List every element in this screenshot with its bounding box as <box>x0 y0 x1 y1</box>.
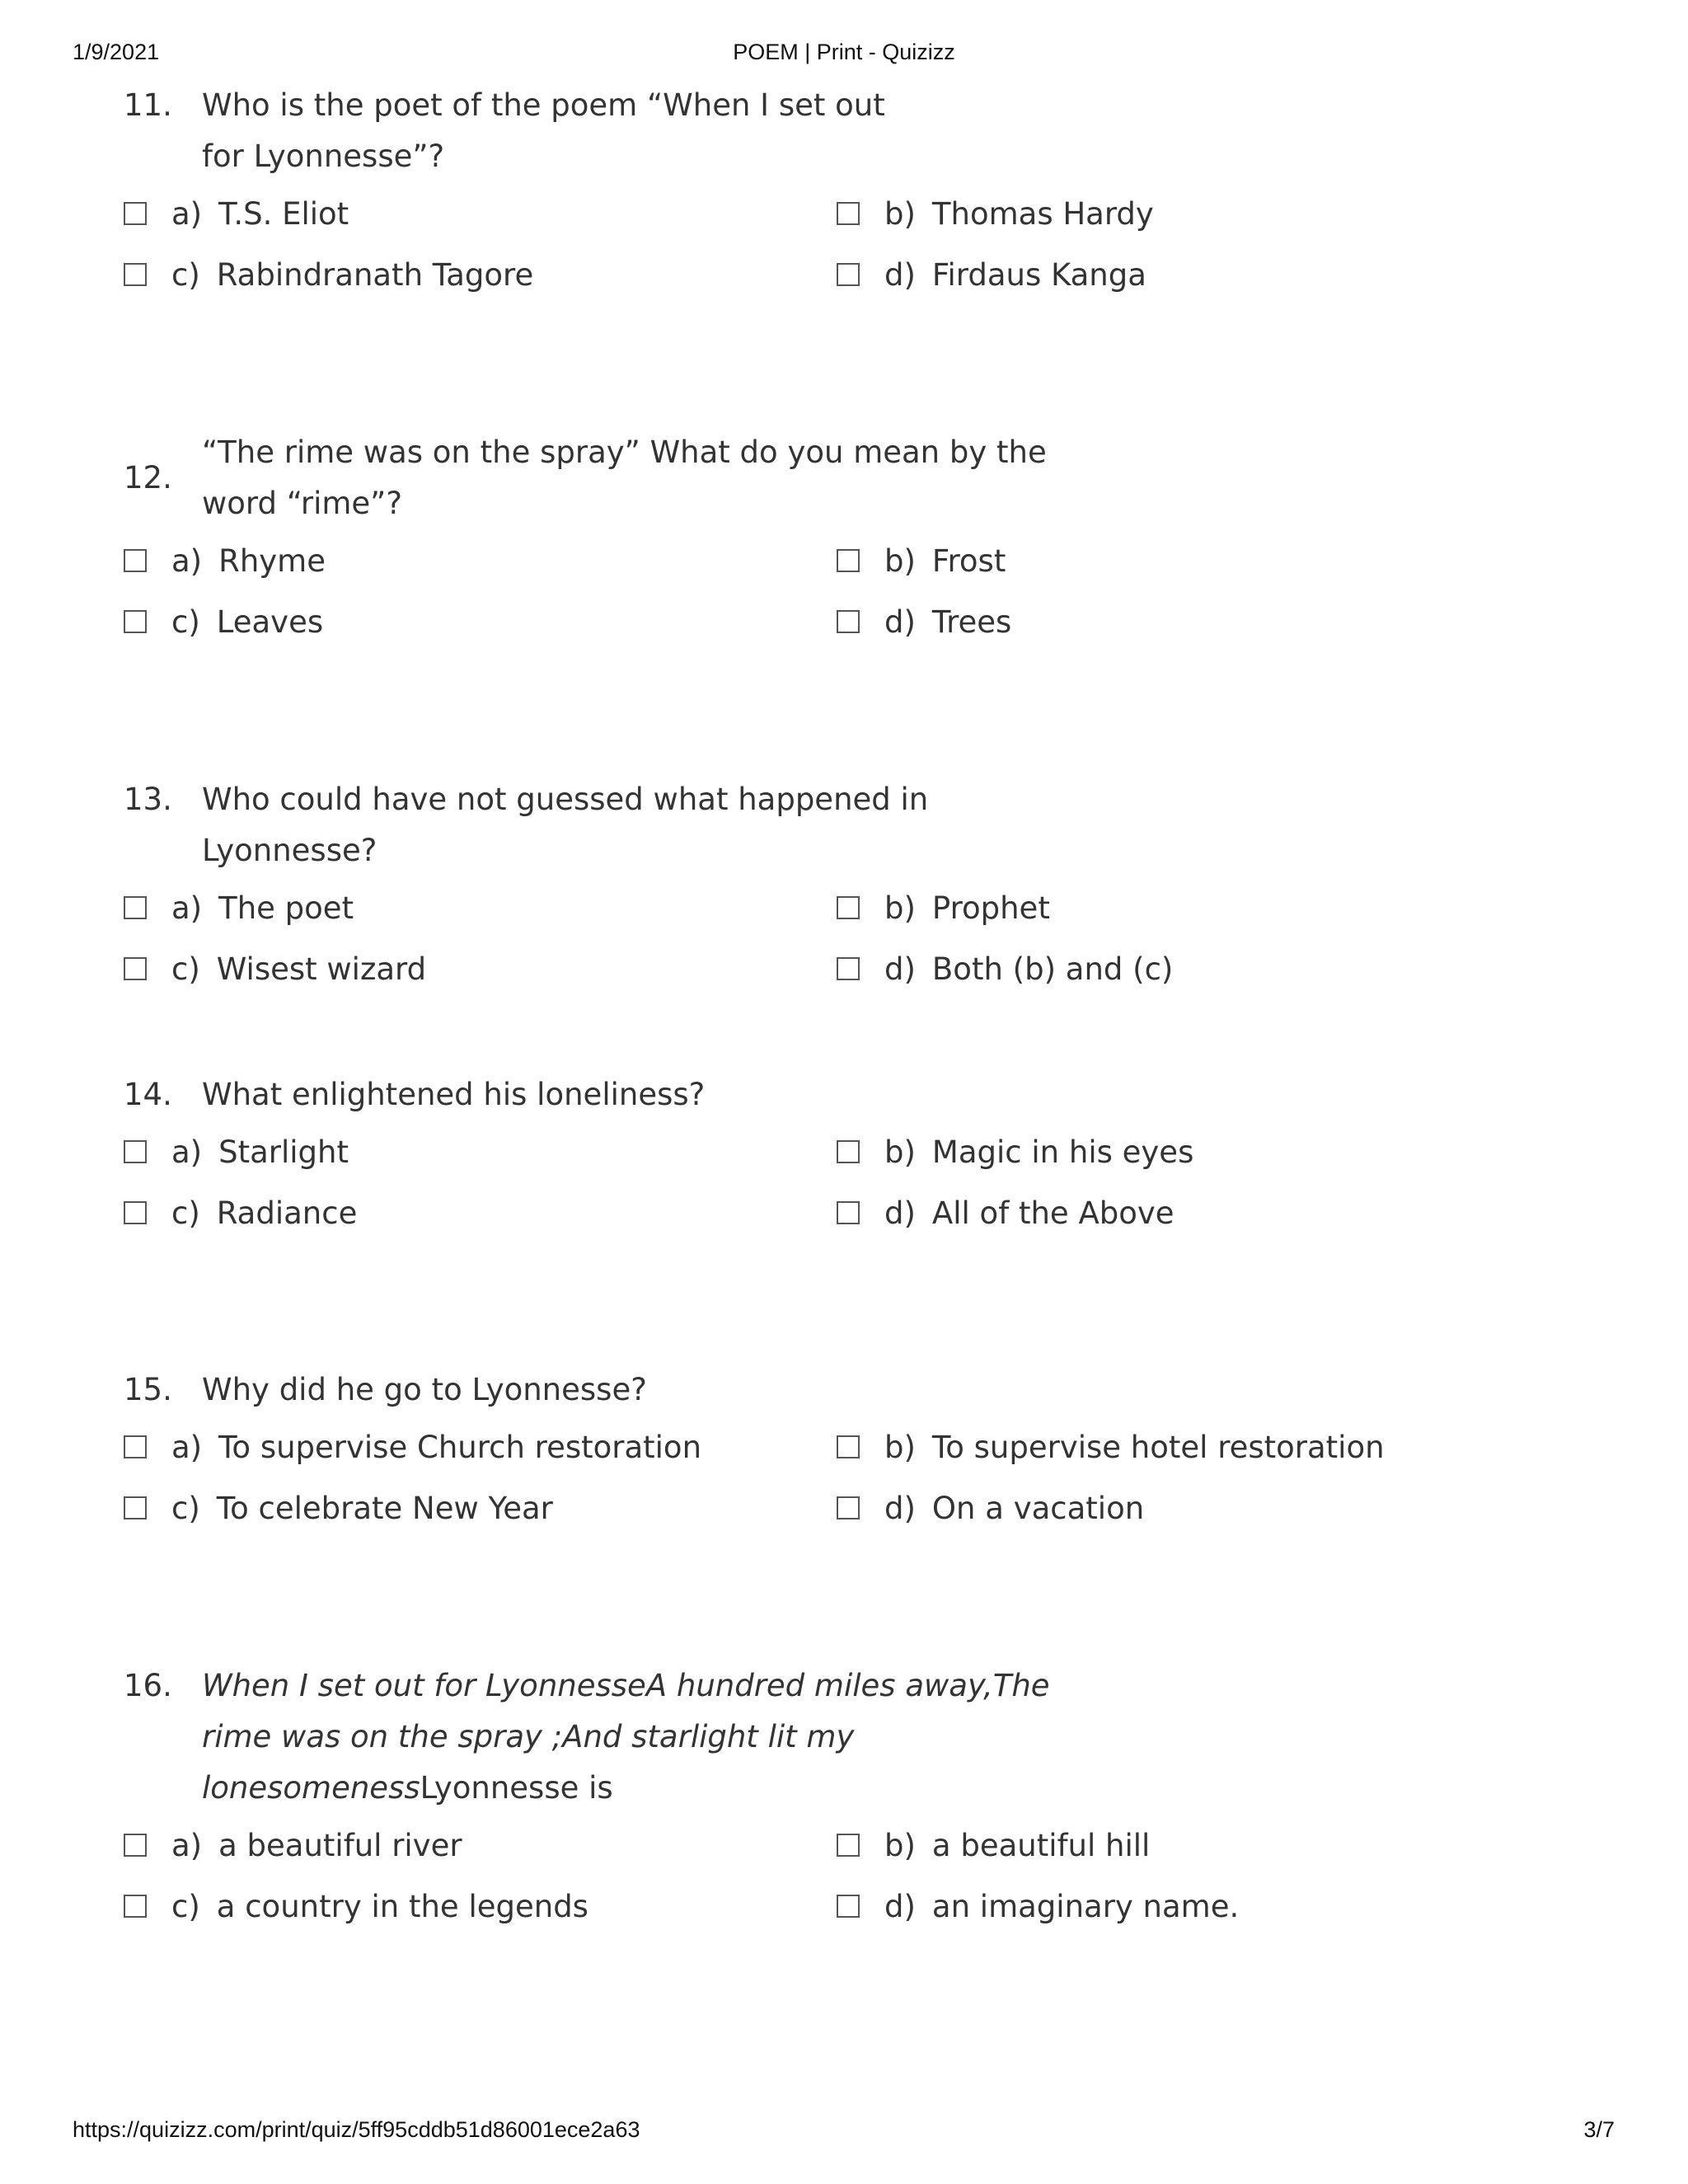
print-date: 1/9/2021 <box>73 40 160 64</box>
option-letter: a) <box>171 1827 203 1863</box>
question-number: 16. <box>124 1668 172 1703</box>
option-text: Firdaus Kanga <box>931 256 1146 293</box>
option-letter: a) <box>171 890 203 926</box>
option-text: Both (b) and (c) <box>931 951 1174 987</box>
option-letter: b) <box>884 890 916 926</box>
option-letter: d) <box>884 951 916 987</box>
option-text: Frost <box>931 542 1006 579</box>
option-letter: c) <box>171 1888 200 1924</box>
option-letter: c) <box>171 1195 200 1231</box>
checkbox-icon[interactable] <box>124 1140 147 1163</box>
option-a[interactable] <box>124 539 837 582</box>
question-15 <box>124 1364 1525 1529</box>
option-text: Magic in his eyes <box>931 1134 1194 1170</box>
checkbox-icon[interactable] <box>124 1496 147 1519</box>
checkbox-icon[interactable] <box>837 610 860 633</box>
checkbox-icon[interactable] <box>837 1140 860 1163</box>
option-text: Prophet <box>931 890 1050 926</box>
checkbox-icon[interactable] <box>124 1895 147 1918</box>
checkbox-icon[interactable] <box>837 263 860 286</box>
question-16 <box>124 1660 1525 1928</box>
question-number: 12. <box>124 460 172 496</box>
option-a[interactable] <box>124 1425 837 1468</box>
option-c[interactable] <box>124 1885 837 1928</box>
option-b[interactable] <box>837 1130 1414 1173</box>
option-text: Rhyme <box>218 542 326 579</box>
option-a[interactable] <box>124 1824 837 1867</box>
checkbox-icon[interactable] <box>124 1435 147 1458</box>
option-c[interactable] <box>124 600 837 643</box>
option-text: Radiance <box>216 1195 358 1231</box>
option-a[interactable] <box>124 1130 837 1173</box>
option-letter: b) <box>884 1827 916 1863</box>
option-d[interactable] <box>837 1487 1414 1529</box>
checkbox-icon[interactable] <box>837 1201 860 1224</box>
option-text: The poet <box>218 890 354 926</box>
question-number: 14. <box>124 1077 172 1112</box>
option-letter: c) <box>171 604 200 640</box>
checkbox-icon[interactable] <box>124 1201 147 1224</box>
option-text: T.S. Eliot <box>218 195 349 232</box>
option-b[interactable] <box>837 1425 1414 1468</box>
option-letter: a) <box>171 542 203 579</box>
option-c[interactable] <box>124 947 837 990</box>
question-text: Who is the poet of the poem “When I set out for Lyonnesse”? <box>202 87 885 174</box>
answer-options <box>124 539 1525 643</box>
question-number: 11. <box>124 87 172 123</box>
option-b[interactable] <box>837 1824 1414 1867</box>
option-text: To celebrate New Year <box>216 1490 553 1526</box>
option-letter: d) <box>884 1490 916 1526</box>
question-text <box>202 1660 1076 1814</box>
question-number: 13. <box>124 782 172 817</box>
option-text: To supervise Church restoration <box>218 1429 702 1465</box>
checkbox-icon[interactable] <box>837 202 860 225</box>
checkbox-icon[interactable] <box>837 549 860 572</box>
question-text: Why did he go to Lyonnesse? <box>202 1372 647 1407</box>
option-c[interactable] <box>124 1191 837 1234</box>
option-letter: b) <box>884 1134 916 1170</box>
checkbox-icon[interactable] <box>837 896 860 919</box>
option-letter: a) <box>171 1134 203 1170</box>
checkbox-icon[interactable] <box>124 263 147 286</box>
option-text: Starlight <box>218 1134 349 1170</box>
checkbox-icon[interactable] <box>124 202 147 225</box>
option-text: a country in the legends <box>216 1888 588 1924</box>
option-text: On a vacation <box>931 1490 1145 1526</box>
option-d[interactable] <box>837 600 1414 643</box>
option-letter: a) <box>171 195 203 232</box>
option-d[interactable] <box>837 1191 1414 1234</box>
option-letter: b) <box>884 1429 916 1465</box>
option-letter: d) <box>884 604 916 640</box>
option-letter: c) <box>171 1490 200 1526</box>
question-13 <box>124 774 1525 990</box>
option-b[interactable] <box>837 539 1414 582</box>
question-text: “The rime was on the spray” What do you mean by the word “rime”? <box>202 434 1047 521</box>
answer-options <box>124 1425 1525 1529</box>
question-prompt: Lyonnesse is <box>420 1770 613 1806</box>
option-text: Rabindranath Tagore <box>216 256 534 293</box>
option-text: Thomas Hardy <box>931 195 1154 232</box>
checkbox-icon[interactable] <box>124 1834 147 1857</box>
option-b[interactable] <box>837 886 1414 929</box>
option-text: a beautiful hill <box>931 1827 1151 1863</box>
option-text: Wisest wizard <box>216 951 427 987</box>
option-b[interactable] <box>837 192 1414 235</box>
answer-options <box>124 192 1525 296</box>
question-12 <box>124 427 1525 643</box>
option-letter: d) <box>884 1888 916 1924</box>
option-d[interactable] <box>837 253 1414 296</box>
option-letter: b) <box>884 542 916 579</box>
option-letter: d) <box>884 256 916 293</box>
checkbox-icon[interactable] <box>837 1496 860 1519</box>
question-11 <box>124 80 1525 296</box>
checkbox-icon[interactable] <box>124 610 147 633</box>
option-letter: c) <box>171 951 200 987</box>
page-number: 3/7 <box>1583 2117 1615 2142</box>
checkbox-icon[interactable] <box>837 1435 860 1458</box>
option-c[interactable] <box>124 1487 837 1529</box>
option-a[interactable] <box>124 886 837 929</box>
option-a[interactable] <box>124 192 837 235</box>
question-text: What enlightened his loneliness? <box>202 1077 706 1112</box>
option-d[interactable] <box>837 947 1414 990</box>
checkbox-icon[interactable] <box>837 957 860 980</box>
answer-options <box>124 886 1525 990</box>
page-title: POEM | Print - Quizizz <box>733 40 955 64</box>
poem-excerpt: When I set out for LyonnesseA hundred miles away,The rime was on the spray ;And starlight lit my lonesomeness <box>202 1668 1050 1806</box>
question-text: Who could have not guessed what happened in Lyonnesse? <box>202 782 929 868</box>
question-14 <box>124 1069 1525 1234</box>
option-text: Leaves <box>216 604 324 640</box>
option-c[interactable] <box>124 253 837 296</box>
option-text: To supervise hotel restoration <box>931 1429 1385 1465</box>
option-text: a beautiful river <box>218 1827 462 1863</box>
option-d[interactable] <box>837 1885 1414 1928</box>
option-text: All of the Above <box>931 1195 1175 1231</box>
page-url: https://quizizz.com/print/quiz/5ff95cddb51d86001ece2a63 <box>73 2117 640 2142</box>
checkbox-icon[interactable] <box>124 957 147 980</box>
checkbox-icon[interactable] <box>837 1895 860 1918</box>
option-text: an imaginary name. <box>931 1888 1240 1924</box>
option-letter: c) <box>171 256 200 293</box>
question-number: 15. <box>124 1372 172 1407</box>
answer-options <box>124 1824 1525 1928</box>
option-letter: a) <box>171 1429 203 1465</box>
option-text: Trees <box>931 604 1012 640</box>
checkbox-icon[interactable] <box>837 1834 860 1857</box>
option-letter: d) <box>884 1195 916 1231</box>
checkbox-icon[interactable] <box>124 896 147 919</box>
checkbox-icon[interactable] <box>124 549 147 572</box>
option-letter: b) <box>884 195 916 232</box>
answer-options <box>124 1130 1525 1234</box>
